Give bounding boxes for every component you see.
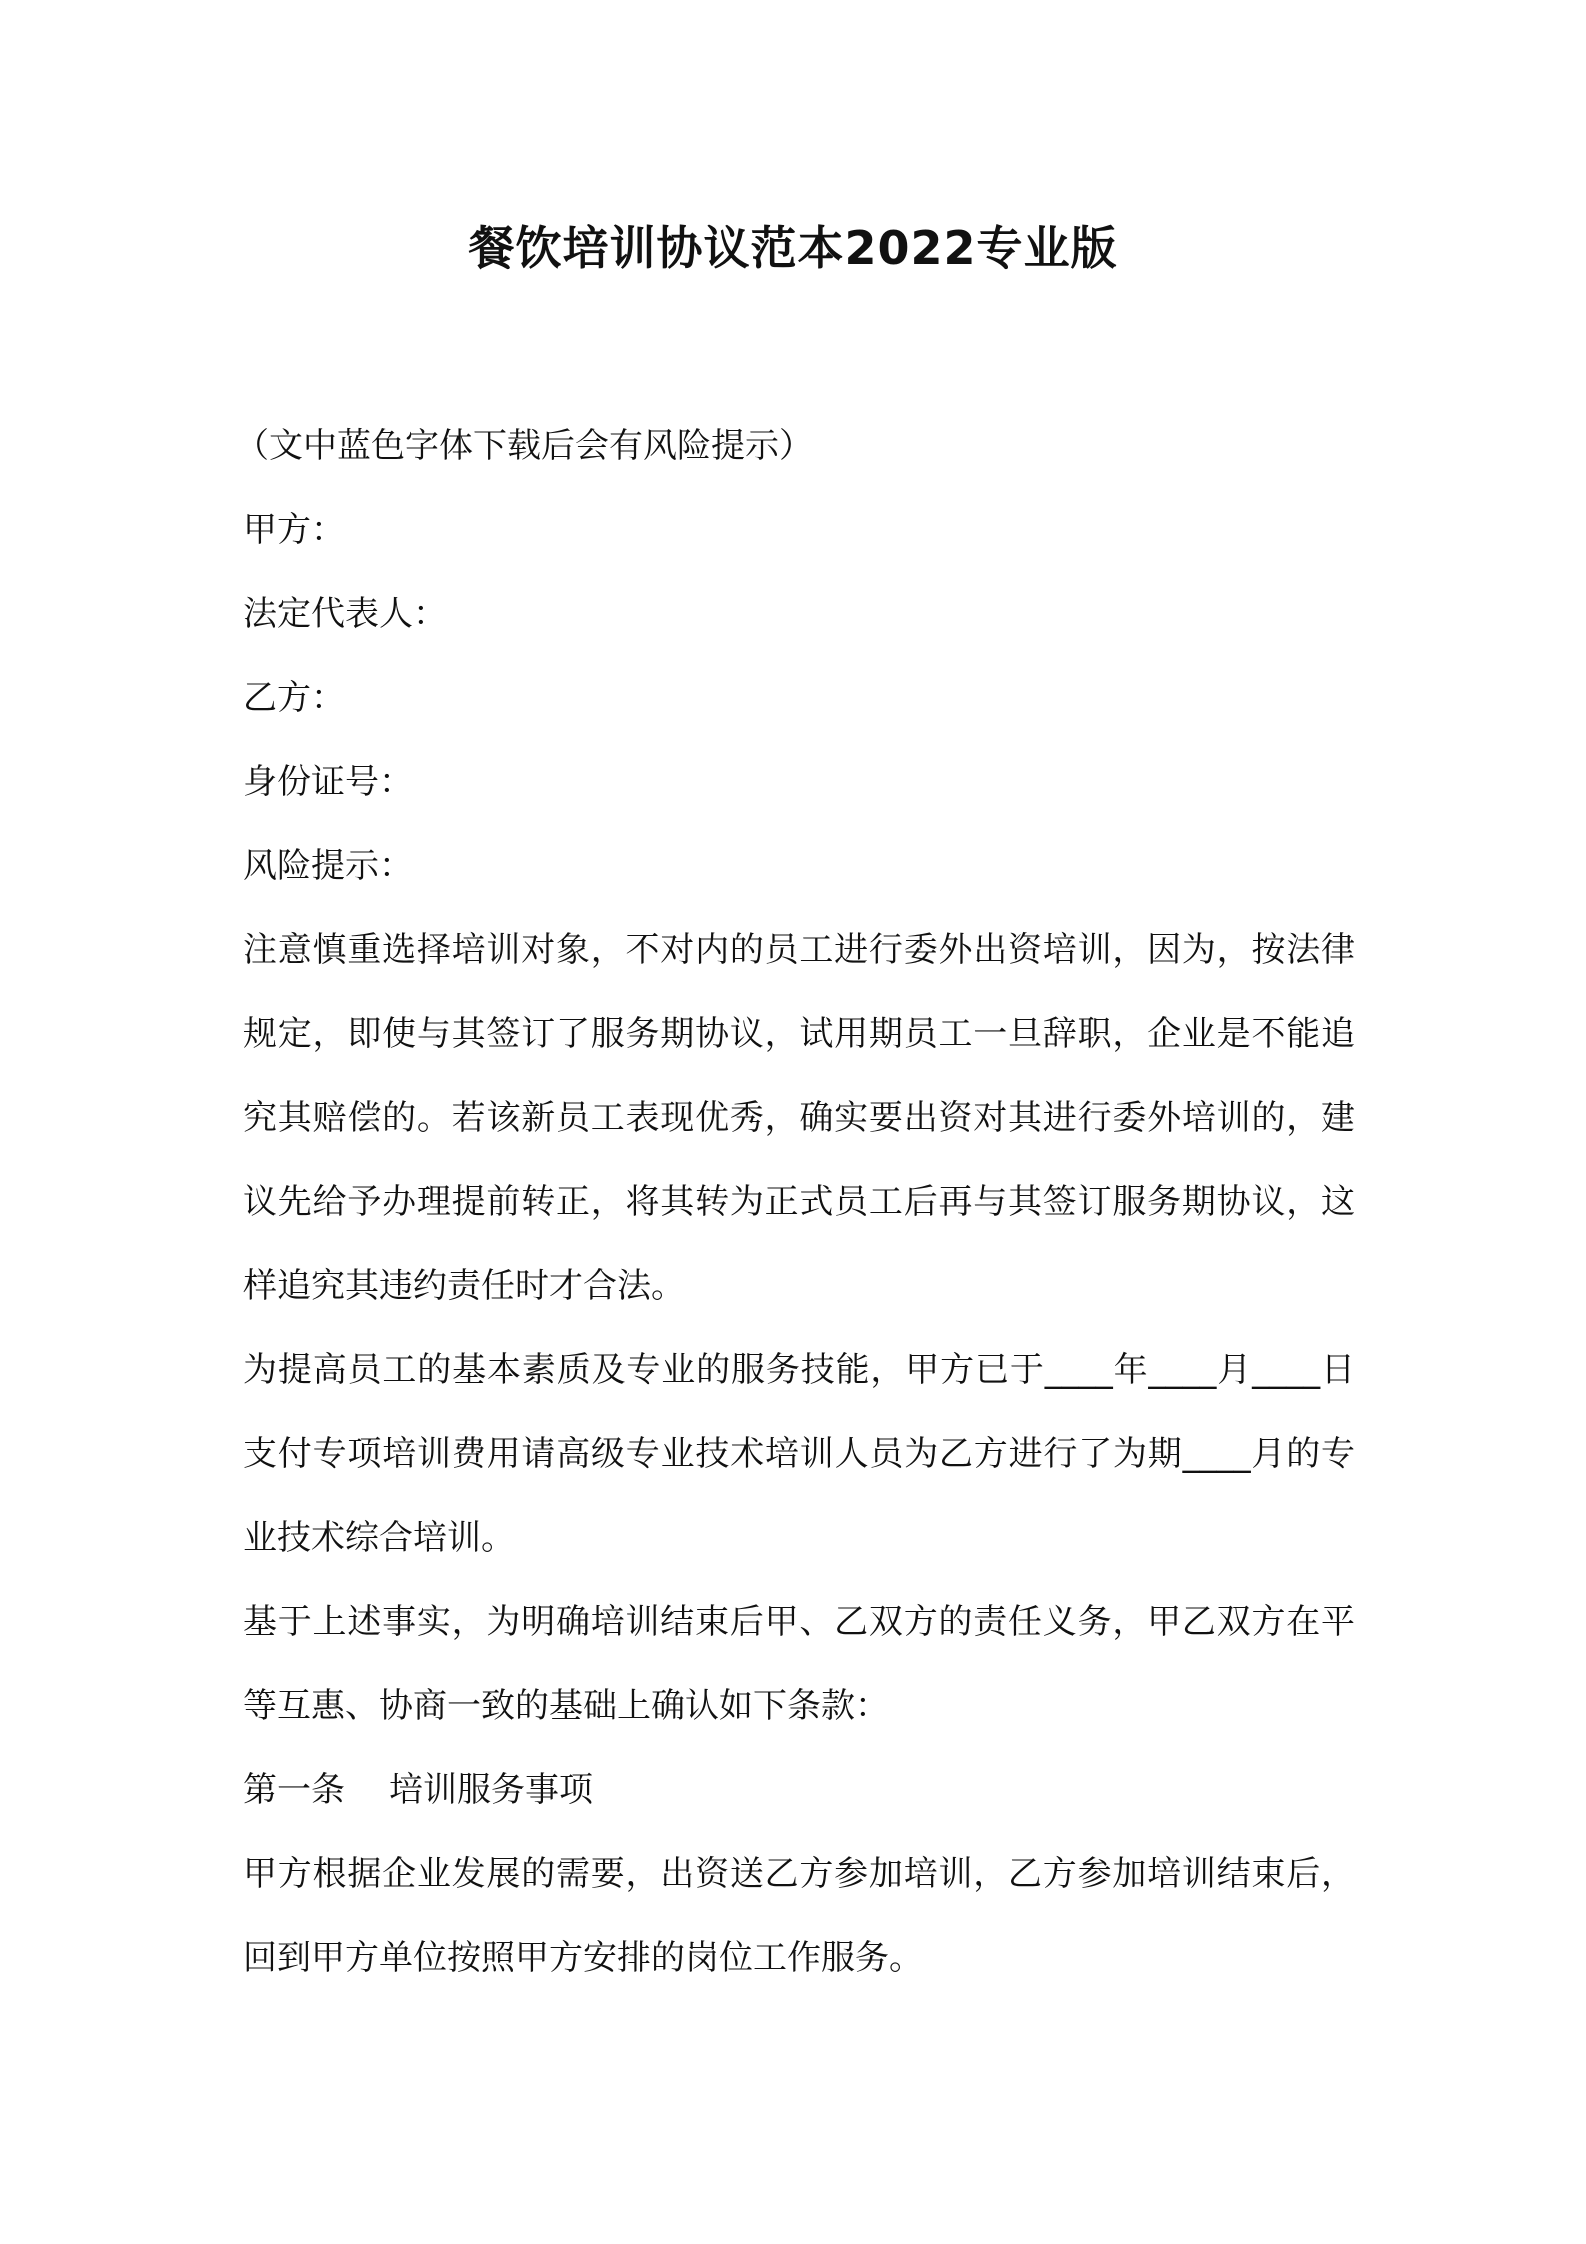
id-number-label: 身份证号：: [243, 762, 413, 802]
article-1-paragraph: 甲方根据企业发展的需要，出资送乙方参加培训，乙方参加培训结束后，回到甲方单位按照甲方安排的岗位工作服务。: [243, 1854, 1355, 1978]
risk-heading: 风险提示：: [243, 846, 413, 886]
article-1-title: 培训服务事项: [389, 1770, 593, 1810]
document-title: 餐饮培训协议范本2022专业版: [468, 221, 1118, 275]
document-body: [235, 404, 1355, 2000]
basis-paragraph: 基于上述事实，为明确培训结束后甲、乙双方的责任义务，甲乙双方在平等互惠、协商一致的基础上确认如下条款：: [243, 1602, 1355, 1726]
party-b-label: 乙方：: [243, 678, 345, 718]
party-a-label: 甲方：: [243, 510, 345, 550]
intro-paragraph: 为提高员工的基本素质及专业的服务技能，甲方已于____年____月____日支付专项培训费用请高级专业技术培训人员为乙方进行了为期____月的专业技术综合培训。: [243, 1350, 1355, 1558]
article-1-number: 第一条: [243, 1770, 345, 1810]
risk-paragraph: 注意慎重选择培训对象，不对内的员工进行委外出资培训，因为，按法律规定，即使与其签订了服务期协议，试用期员工一旦辞职，企业是不能追究其赔偿的。若该新员工表现优秀，确实要出资对其进行委外培训的，建议先给予办理提前转正，将其转为正式员工后再与其签订服务期协议，这样追究其违约责任时才合法。: [243, 930, 1355, 1306]
legal-representative-label: 法定代表人：: [243, 594, 447, 634]
risk-note: （文中蓝色字体下载后会有风险提示）: [235, 426, 813, 466]
article-1-heading: [243, 1748, 1355, 1832]
